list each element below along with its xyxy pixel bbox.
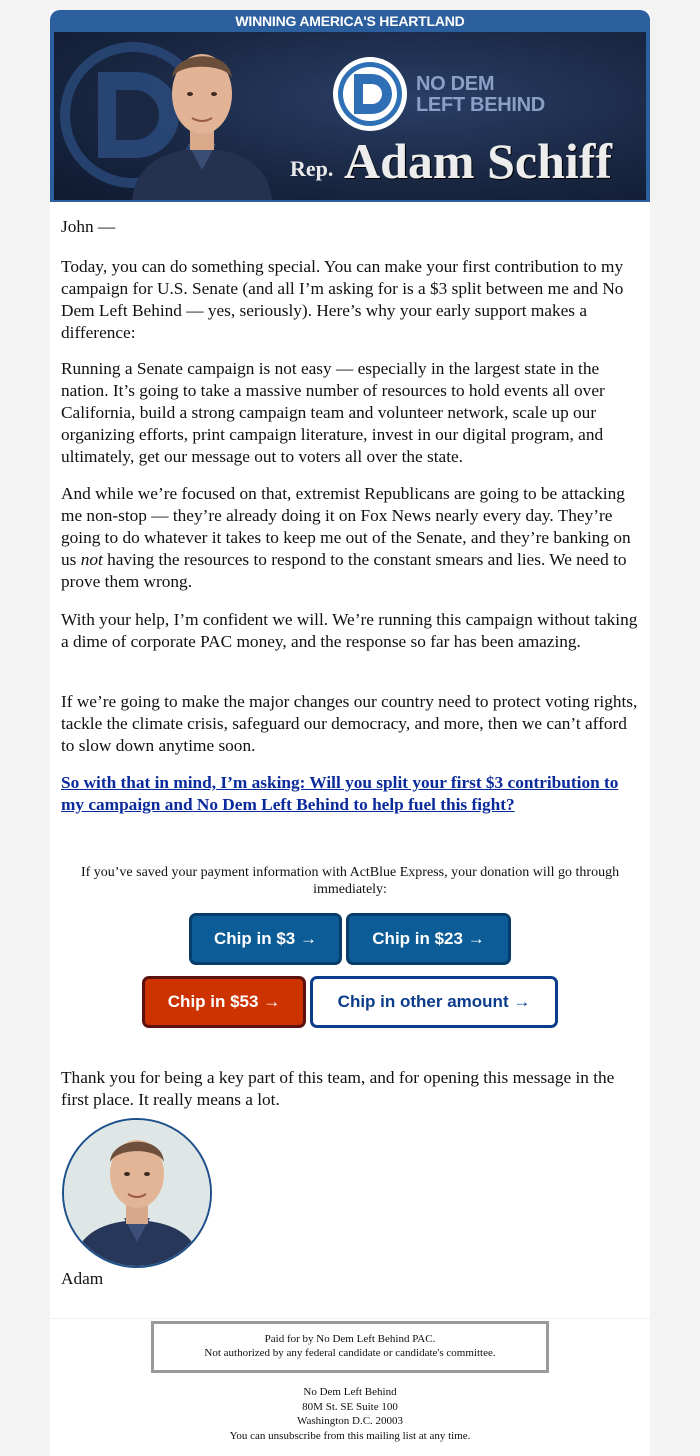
candidate-name: Adam Schiff (344, 133, 613, 189)
email-container (50, 10, 650, 1456)
paid-for-text: Paid for by No Dem Left Behind PAC. (264, 1333, 436, 1345)
logo-line-1: NO DEM (416, 73, 495, 95)
paragraph-3-part-a: And while we’re focused on that, extremist Republicans are going to be attacking me non-stop — they’re already doing it on Fox News nearly every day. They’re going to do whatever it takes to keep me out of the Senate, and they’re banking on us (61, 484, 631, 569)
logo-text (416, 74, 545, 116)
street-address: 80M St. SE Suite 100 (302, 1400, 398, 1413)
paragraph-4: With your help, I’m confident we will. We’re running this campaign without taking a dime of corporate PAC money, and the response so far has been amazing. (61, 610, 638, 651)
not-authorized-text: Not authorized by any federal candidate or candidate's committee. (204, 1347, 496, 1359)
footer-divider (50, 1318, 650, 1319)
logo-line-2: LEFT BEHIND (416, 94, 545, 116)
avatar-portrait (64, 1120, 210, 1266)
signature-name: Adam (61, 1269, 104, 1288)
chip-in-53-button[interactable]: Chip in $53 → (142, 976, 306, 1028)
donate-cta-link[interactable]: So with that in mind, I’m asking: Will you split your first $3 contribution to my campaign and No Dem Left Behind to help fuel this fight? (61, 773, 619, 814)
chip-in-3-button[interactable]: Chip in $3 → (189, 913, 342, 965)
chip-in-23-button[interactable]: Chip in $23 → (346, 913, 511, 965)
city-address: Washington D.C. 20003 (296, 1415, 404, 1427)
paid-for-disclaimer (151, 1321, 549, 1373)
header-topbar: WINNING AMERICA'S HEARTLAND (50, 10, 650, 32)
paragraph-2: Running a Senate campaign is not easy — especially in the largest state in the nation. It’s going to take a massive number of resources to hold events all over California, build a strong campaign team and volunteer network, scale up our organizing efforts, print campaign literature, invest in our digital program, and ultimately, get our message out to voters all over the state. (61, 359, 605, 466)
paragraph-5: If we’re going to make the major changes our country need to protect voting rights, tackle the climate crisis, safeguard our democracy, and more, then we can’t afford to slow down anytime soon. (61, 692, 638, 755)
header-banner (50, 30, 650, 202)
paragraph-3 (61, 483, 641, 593)
paragraph-3-part-b: having the resources to respond to the constant smears and lies. We need to prove them wrong. (61, 550, 627, 591)
unsubscribe-text[interactable]: You can unsubscribe from this mailing list at any time. (229, 1429, 471, 1442)
candidate-title: Rep. (290, 156, 334, 181)
actblue-express-note: If you’ve saved your payment information with ActBlue Express, your donation will go through immediately: (80, 865, 620, 897)
greeting: John — (61, 217, 116, 236)
footer-address (50, 1385, 650, 1443)
signature-avatar (62, 1118, 212, 1268)
paragraph-thank-you: Thank you for being a key part of this team, and for opening this message in the first place. It really means a lot. (61, 1068, 615, 1110)
no-dem-left-behind-logo-icon (330, 54, 410, 134)
candidate-portrait (122, 32, 282, 200)
banner-image (54, 32, 646, 200)
org-name: No Dem Left Behind (303, 1386, 397, 1398)
paragraph-3-emphasis: not (80, 550, 103, 569)
chip-in-other-amount-button[interactable]: Chip in other amount → (310, 976, 558, 1028)
paragraph-1: Today, you can do something special. You can make your first contribution to my campaign for U.S. Senate (and all I’m asking for is a $3 split between me and No Dem Left Behind — yes, seriously). Here’s why your early support makes a difference: (61, 257, 624, 342)
